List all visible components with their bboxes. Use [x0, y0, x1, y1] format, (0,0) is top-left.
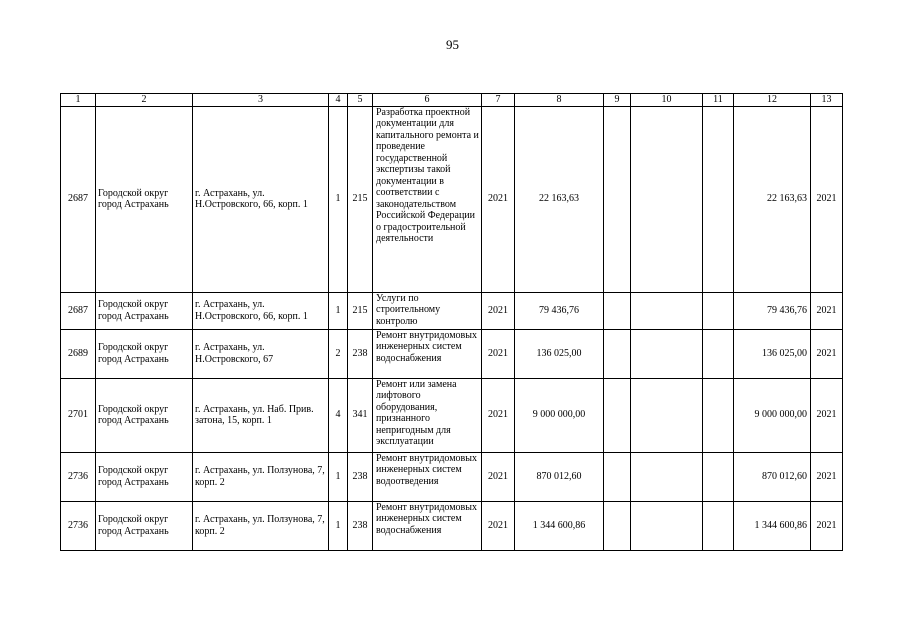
year-value: 2021 [482, 452, 515, 501]
col-4-value: 1 [329, 106, 348, 292]
completion-year: 2021 [811, 329, 843, 378]
col-9-value [604, 106, 631, 292]
col-5-value: 238 [348, 452, 373, 501]
header-cell: 1 [61, 94, 96, 107]
cost-total: 79 436,76 [515, 292, 604, 329]
work-description: Услуги по строительному контролю [373, 292, 482, 329]
col-10-value [631, 501, 703, 550]
address: г. Астрахань, ул. Ползунова, 7, корп. 2 [193, 452, 329, 501]
record-number: 2701 [61, 378, 96, 452]
completion-year: 2021 [811, 452, 843, 501]
year-value: 2021 [482, 501, 515, 550]
col-11-value [703, 292, 734, 329]
cost-total: 136 025,00 [515, 329, 604, 378]
table-row [61, 378, 843, 452]
header-cell: 7 [482, 94, 515, 107]
col-10-value [631, 452, 703, 501]
header-cell: 13 [811, 94, 843, 107]
col-4-value: 1 [329, 501, 348, 550]
col-11-value [703, 501, 734, 550]
col-9-value [604, 452, 631, 501]
record-number: 2687 [61, 292, 96, 329]
header-cell: 11 [703, 94, 734, 107]
cost-fund: 22 163,63 [734, 106, 811, 292]
col-10-value [631, 378, 703, 452]
col-11-value [703, 329, 734, 378]
cost-fund: 136 025,00 [734, 329, 811, 378]
year-value: 2021 [482, 292, 515, 329]
completion-year: 2021 [811, 501, 843, 550]
table-row [61, 501, 843, 550]
cost-fund: 9 000 000,00 [734, 378, 811, 452]
work-description: Ремонт внутридомовых инженерных систем водоотведения [373, 452, 482, 501]
col-5-value: 238 [348, 329, 373, 378]
col-4-value: 4 [329, 378, 348, 452]
col-9-value [604, 292, 631, 329]
table-row [61, 452, 843, 501]
cost-fund: 1 344 600,86 [734, 501, 811, 550]
table-row [61, 329, 843, 378]
completion-year: 2021 [811, 378, 843, 452]
col-11-value [703, 452, 734, 501]
header-cell: 9 [604, 94, 631, 107]
work-description: Разработка проектной документации для капитального ремонта и проведение государственной экспертизы такой документации в соответствии с законодательством Российской Федерации о градостроительной деятельности [373, 106, 482, 292]
col-4-value: 2 [329, 329, 348, 378]
table-row [61, 292, 843, 329]
record-number: 2687 [61, 106, 96, 292]
col-9-value [604, 329, 631, 378]
table-row [61, 106, 843, 292]
record-number: 2736 [61, 452, 96, 501]
col-9-value [604, 501, 631, 550]
cost-total: 1 344 600,86 [515, 501, 604, 550]
municipality: Городской округ город Астрахань [96, 329, 193, 378]
address: г. Астрахань, ул. Н.Островского, 66, корп. 1 [193, 106, 329, 292]
col-10-value [631, 329, 703, 378]
page-number: 95 [446, 37, 459, 52]
cost-total: 9 000 000,00 [515, 378, 604, 452]
col-5-value: 215 [348, 106, 373, 292]
cost-fund: 870 012,60 [734, 452, 811, 501]
address: г. Астрахань, ул. Наб. Прив. затона, 15, корп. 1 [193, 378, 329, 452]
col-10-value [631, 292, 703, 329]
cost-fund: 79 436,76 [734, 292, 811, 329]
address: г. Астрахань, ул. Н.Островского, 67 [193, 329, 329, 378]
col-10-value [631, 106, 703, 292]
year-value: 2021 [482, 106, 515, 292]
header-cell: 12 [734, 94, 811, 107]
municipality: Городской округ город Астрахань [96, 292, 193, 329]
cost-total: 870 012,60 [515, 452, 604, 501]
header-cell: 5 [348, 94, 373, 107]
header-cell: 6 [373, 94, 482, 107]
record-number: 2689 [61, 329, 96, 378]
completion-year: 2021 [811, 106, 843, 292]
cost-total: 22 163,63 [515, 106, 604, 292]
header-cell: 2 [96, 94, 193, 107]
col-4-value: 1 [329, 292, 348, 329]
header-cell: 4 [329, 94, 348, 107]
address: г. Астрахань, ул. Н.Островского, 66, корп. 1 [193, 292, 329, 329]
year-value: 2021 [482, 378, 515, 452]
col-9-value [604, 378, 631, 452]
address: г. Астрахань, ул. Ползунова, 7, корп. 2 [193, 501, 329, 550]
record-number: 2736 [61, 501, 96, 550]
municipality: Городской округ город Астрахань [96, 106, 193, 292]
header-cell: 10 [631, 94, 703, 107]
work-description: Ремонт внутридомовых инженерных систем водоснабжения [373, 501, 482, 550]
municipality: Городской округ город Астрахань [96, 378, 193, 452]
work-description: Ремонт внутридомовых инженерных систем водоснабжения [373, 329, 482, 378]
col-11-value [703, 378, 734, 452]
work-description: Ремонт или замена лифтового оборудования, признанного непригодным для эксплуатации [373, 378, 482, 452]
column-number-header [61, 94, 843, 107]
col-4-value: 1 [329, 452, 348, 501]
col-5-value: 341 [348, 378, 373, 452]
completion-year: 2021 [811, 292, 843, 329]
year-value: 2021 [482, 329, 515, 378]
header-cell: 3 [193, 94, 329, 107]
capital-repair-table [60, 93, 843, 551]
municipality: Городской округ город Астрахань [96, 501, 193, 550]
municipality: Городской округ город Астрахань [96, 452, 193, 501]
header-cell: 8 [515, 94, 604, 107]
col-11-value [703, 106, 734, 292]
col-5-value: 215 [348, 292, 373, 329]
col-5-value: 238 [348, 501, 373, 550]
